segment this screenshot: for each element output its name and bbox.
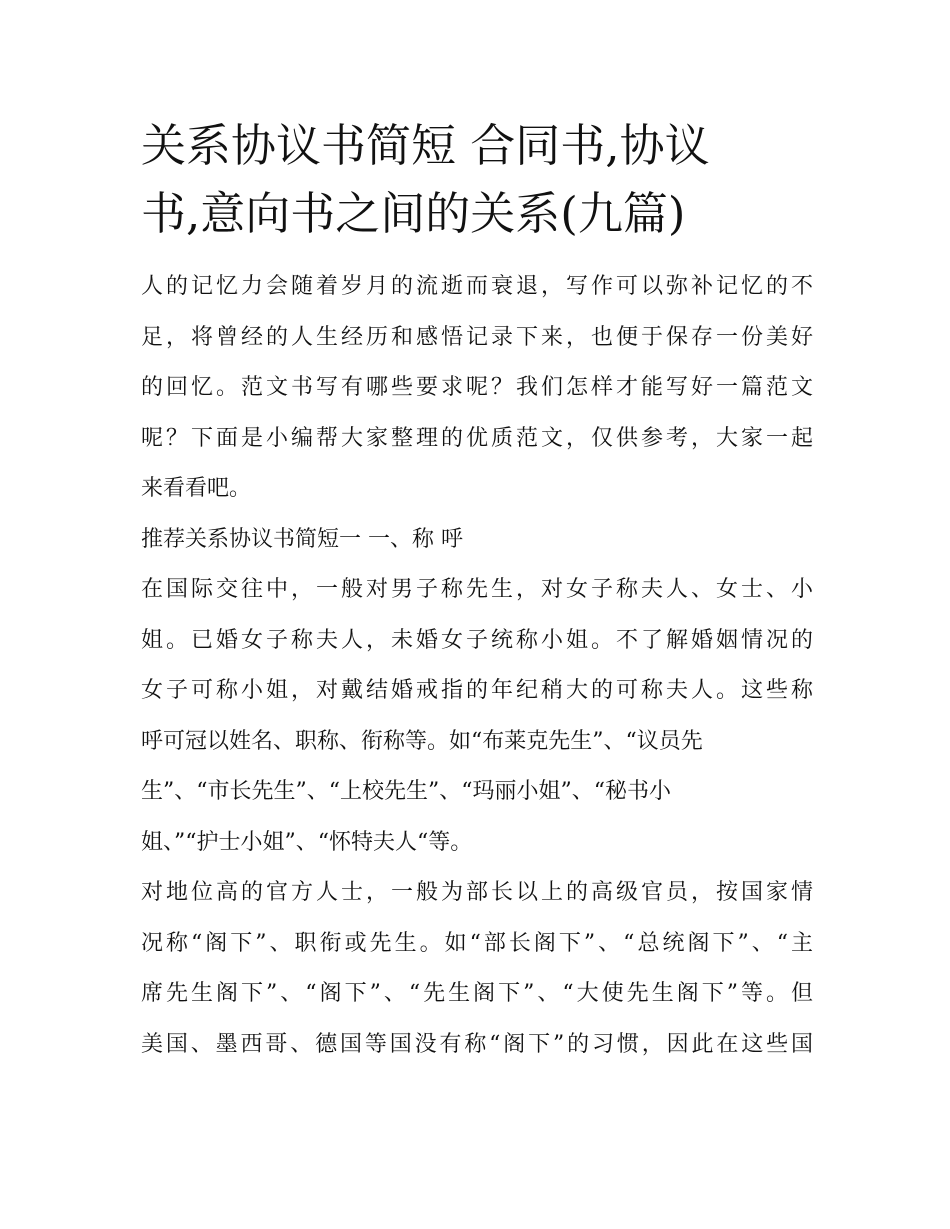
text-line: 女子可称小姐，对戴结婚戒指的年纪稍大的可称夫人。这些称 bbox=[141, 678, 813, 703]
text-line: 生”、“市长先生”、“上校先生”、“玛丽小姐”、“秘书小 bbox=[141, 779, 671, 804]
text-line: 足，将曾经的人生经历和感悟记录下来，也便于保存一份美好 bbox=[141, 324, 813, 350]
text-line: 在国际交往中，一般对男子称先生，对女子称夫人、女士、小 bbox=[141, 577, 813, 602]
title-line: 关系协议书简短 合同书,协议 bbox=[141, 119, 710, 172]
title-line: 书,意向书之间的关系(九篇) bbox=[141, 187, 686, 240]
text-line: 美国、墨西哥、德国等国没有称“阁下”的习惯，因此在这些国 bbox=[141, 1031, 813, 1057]
text-line: 姐、”“护士小姐”、“怀特夫人“等。 bbox=[141, 829, 473, 855]
section-heading: 推荐关系协议书简短一 一、称 呼 bbox=[141, 526, 463, 552]
intro-paragraph bbox=[141, 262, 813, 515]
text-line: 人的记忆力会随着岁月的流逝而衰退，写作可以弥补记忆的不 bbox=[141, 274, 813, 299]
text-line: 姐。已婚女子称夫人，未婚女子统称小姐。不了解婚姻情况的 bbox=[141, 627, 813, 653]
text-line: 席先生阁下”、“阁下”、“先生阁下”、“大使先生阁下”等。但 bbox=[141, 981, 813, 1006]
text-line: 的回忆。范文书写有哪些要求呢？我们怎样才能写好一篇范文 bbox=[141, 375, 813, 400]
paragraph-excellency bbox=[141, 868, 813, 1070]
paragraph-titles bbox=[141, 565, 813, 868]
text-line: 呢？下面是小编帮大家整理的优质范文，仅供参考，大家一起 bbox=[141, 425, 813, 451]
document-body bbox=[141, 112, 813, 1070]
text-line: 况称“阁下”、职衔或先生。如“部长阁下”、“总统阁下”、“主 bbox=[141, 930, 813, 956]
document-title bbox=[141, 112, 813, 248]
text-line: 呼可冠以姓名、职称、衔称等。如“布莱克先生”、“议员先 bbox=[141, 728, 703, 754]
text-line: 对地位高的官方人士，一般为部长以上的高级官员，按国家情 bbox=[141, 880, 813, 905]
text-line: 来看看吧。 bbox=[141, 476, 252, 501]
